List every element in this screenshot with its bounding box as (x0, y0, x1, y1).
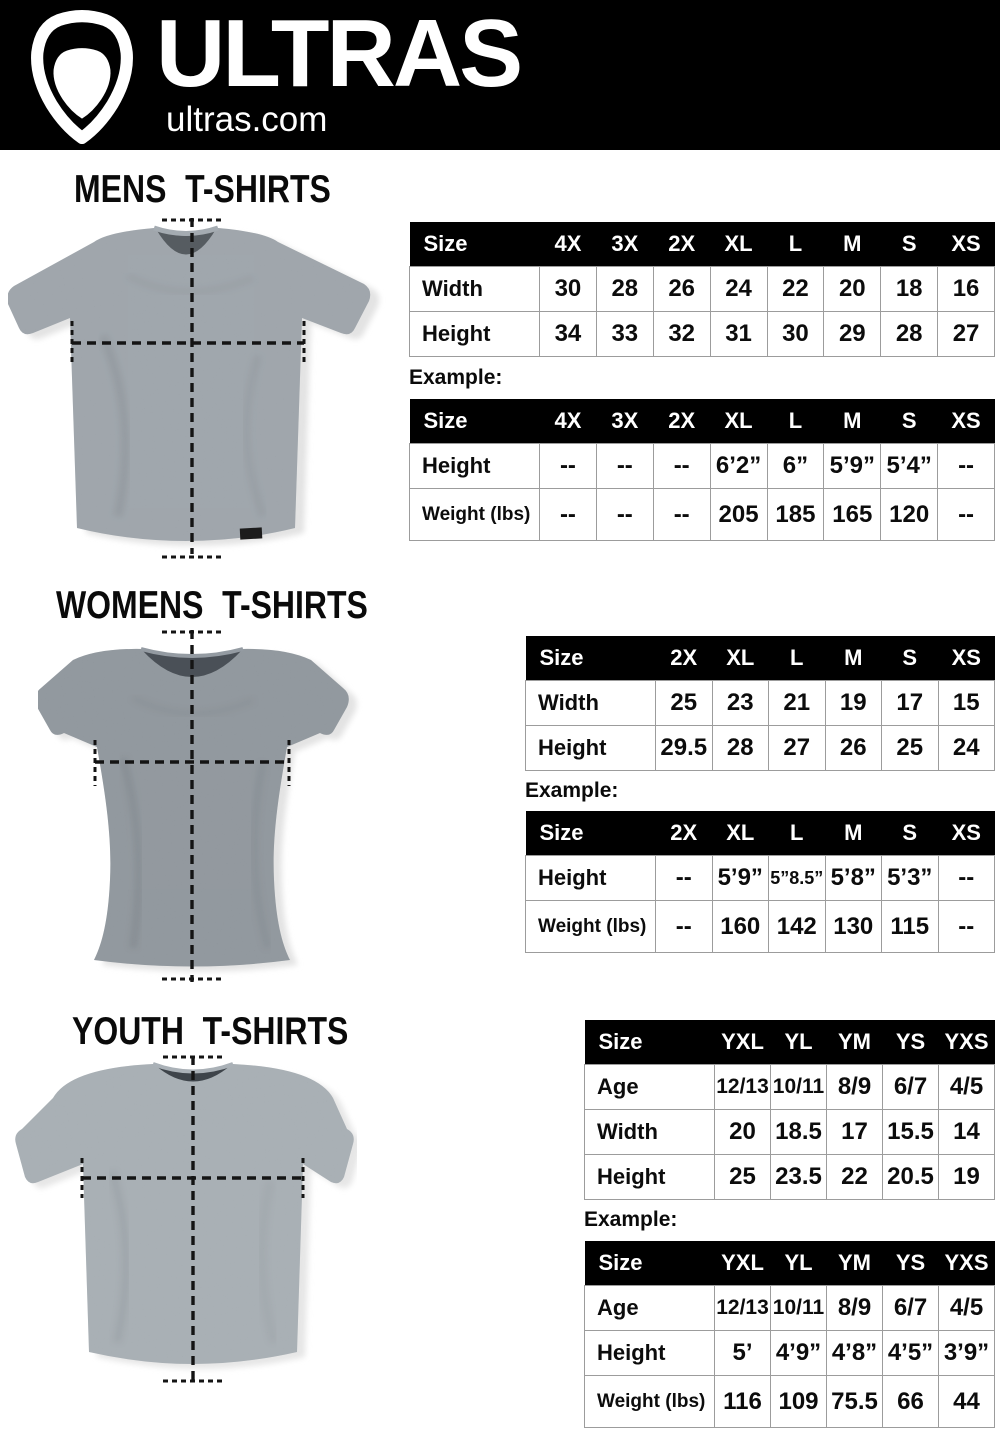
cell-value: 4/5 (939, 1065, 995, 1110)
cell-value: 28 (712, 726, 769, 771)
size-column-header: XS (938, 811, 995, 856)
cell-value: -- (938, 901, 995, 953)
cell-value: 10/11 (771, 1286, 827, 1331)
cell-value: 32 (653, 312, 710, 357)
cell-value: 8/9 (827, 1286, 883, 1331)
size-column-header: 2X (653, 399, 710, 444)
size-column-header: XL (712, 811, 769, 856)
cell-value: 16 (938, 267, 995, 312)
cell-value: 27 (938, 312, 995, 357)
cell-value: 116 (715, 1376, 771, 1428)
cell-value: 120 (881, 489, 938, 541)
cell-value: 160 (712, 901, 769, 953)
size-column-header: M (824, 399, 881, 444)
size-column-header: YM (827, 1241, 883, 1286)
cell-value: 15.5 (883, 1110, 939, 1155)
size-column-header: 2X (656, 636, 713, 681)
cell-value: -- (540, 489, 597, 541)
cell-value: 5”8.5” (769, 856, 826, 901)
cell-value: 10/11 (771, 1065, 827, 1110)
size-column-header: S (882, 811, 939, 856)
row-label: Weight (lbs) (585, 1376, 715, 1428)
cell-value: 12/13 (715, 1286, 771, 1331)
row-label: Age (585, 1065, 715, 1110)
cell-value: 23.5 (771, 1155, 827, 1200)
cell-value: 27 (769, 726, 826, 771)
youth-example-table (584, 1241, 995, 1428)
womens-example-table (525, 811, 995, 953)
cell-value: 75.5 (827, 1376, 883, 1428)
cell-value: 28 (881, 312, 938, 357)
size-column-header: YL (771, 1020, 827, 1065)
cell-value: 6” (767, 444, 824, 489)
cell-value: 6/7 (883, 1286, 939, 1331)
cell-value: -- (656, 856, 713, 901)
womens-size-table (525, 636, 995, 771)
cell-value: 29.5 (656, 726, 713, 771)
cell-value: 5’4” (881, 444, 938, 489)
cell-value: 25 (715, 1155, 771, 1200)
cell-value: -- (938, 856, 995, 901)
cell-value: -- (653, 444, 710, 489)
cell-value: 130 (825, 901, 882, 953)
youth-tshirt-image (12, 1052, 357, 1390)
cell-value: -- (540, 444, 597, 489)
brand-site-url: ultras.com (166, 100, 328, 139)
womens-section-title: WOMENS T-SHIRTS (56, 584, 368, 627)
row-label: Width (585, 1110, 715, 1155)
cell-value: 115 (882, 901, 939, 953)
row-label: Height (585, 1331, 715, 1376)
row-label: Width (410, 267, 540, 312)
size-column-header: YM (827, 1020, 883, 1065)
row-label: Weight (lbs) (410, 489, 540, 541)
cell-value: 26 (825, 726, 882, 771)
cell-value: 44 (939, 1376, 995, 1428)
ultras-pentagon-logo-icon (26, 8, 138, 144)
cell-value: 33 (596, 312, 653, 357)
size-column-header: XS (938, 636, 995, 681)
size-column-header: YXL (715, 1241, 771, 1286)
cell-value: 17 (882, 681, 939, 726)
size-header-label: Size (526, 636, 656, 681)
cell-value: 24 (710, 267, 767, 312)
size-column-header: L (767, 222, 824, 267)
cell-value: 26 (653, 267, 710, 312)
brand-banner (0, 0, 1000, 150)
youth-section-title: YOUTH T-SHIRTS (72, 1010, 349, 1053)
size-column-header: XL (710, 222, 767, 267)
cell-value: 4’5” (883, 1331, 939, 1376)
cell-value: 5’8” (825, 856, 882, 901)
cell-value: 5’ (715, 1331, 771, 1376)
size-column-header: YS (883, 1020, 939, 1065)
brand-wordmark: ULTRAS (156, 0, 521, 107)
cell-value: 21 (769, 681, 826, 726)
cell-value: 23 (712, 681, 769, 726)
size-header-label: Size (526, 811, 656, 856)
cell-value: 25 (882, 726, 939, 771)
size-column-header: S (882, 636, 939, 681)
size-header-label: Size (410, 222, 540, 267)
size-column-header: 3X (596, 222, 653, 267)
cell-value: -- (596, 489, 653, 541)
size-column-header: 2X (656, 811, 713, 856)
cell-value: 5’9” (824, 444, 881, 489)
youth-size-table (584, 1020, 995, 1200)
size-column-header: XS (938, 222, 995, 267)
size-column-header: M (824, 222, 881, 267)
cell-value: -- (938, 444, 995, 489)
size-column-header: YL (771, 1241, 827, 1286)
mens-example-table (409, 399, 995, 541)
womens-tshirt-image (38, 628, 373, 990)
cell-value: 5’3” (882, 856, 939, 901)
cell-value: -- (653, 489, 710, 541)
size-column-header: YXL (715, 1020, 771, 1065)
cell-value: 25 (656, 681, 713, 726)
cell-value: 205 (710, 489, 767, 541)
size-column-header: 4X (540, 222, 597, 267)
row-label: Height (526, 726, 656, 771)
row-label: Width (526, 681, 656, 726)
size-column-header: XL (710, 399, 767, 444)
size-column-header: YS (883, 1241, 939, 1286)
size-column-header: L (767, 399, 824, 444)
size-column-header: M (825, 811, 882, 856)
cell-value: 19 (939, 1155, 995, 1200)
cell-value: 142 (769, 901, 826, 953)
size-column-header: S (881, 222, 938, 267)
cell-value: 12/13 (715, 1065, 771, 1110)
row-label: Height (410, 312, 540, 357)
cell-value: 19 (825, 681, 882, 726)
cell-value: 18.5 (771, 1110, 827, 1155)
cell-value: 4’8” (827, 1331, 883, 1376)
mens-example-label: Example: (409, 366, 503, 389)
cell-value: 20 (824, 267, 881, 312)
cell-value: 15 (938, 681, 995, 726)
cell-value: 8/9 (827, 1065, 883, 1110)
cell-value: 165 (824, 489, 881, 541)
cell-value: 6/7 (883, 1065, 939, 1110)
mens-size-table (409, 222, 995, 357)
cell-value: -- (656, 901, 713, 953)
cell-value: 34 (540, 312, 597, 357)
cell-value: 3’9” (939, 1331, 995, 1376)
row-label: Height (410, 444, 540, 489)
size-column-header: S (881, 399, 938, 444)
mens-section-title: MENS T-SHIRTS (74, 168, 331, 211)
size-header-label: Size (585, 1241, 715, 1286)
cell-value: 20.5 (883, 1155, 939, 1200)
cell-value: 185 (767, 489, 824, 541)
cell-value: 18 (881, 267, 938, 312)
cell-value: 24 (938, 726, 995, 771)
cell-value: 109 (771, 1376, 827, 1428)
cell-value: 4/5 (939, 1286, 995, 1331)
cell-value: 66 (883, 1376, 939, 1428)
cell-value: 31 (710, 312, 767, 357)
cell-value: 29 (824, 312, 881, 357)
cell-value: 22 (767, 267, 824, 312)
cell-value: 14 (939, 1110, 995, 1155)
cell-value: -- (596, 444, 653, 489)
size-column-header: 4X (540, 399, 597, 444)
cell-value: 4’9” (771, 1331, 827, 1376)
cell-value: 20 (715, 1110, 771, 1155)
cell-value: -- (938, 489, 995, 541)
size-column-header: YXS (939, 1241, 995, 1286)
cell-value: 30 (540, 267, 597, 312)
size-column-header: L (769, 636, 826, 681)
row-label: Height (526, 856, 656, 901)
size-column-header: M (825, 636, 882, 681)
size-column-header: 2X (653, 222, 710, 267)
size-header-label: Size (585, 1020, 715, 1065)
size-column-header: YXS (939, 1020, 995, 1065)
cell-value: 28 (596, 267, 653, 312)
mens-tshirt-image (8, 216, 394, 562)
size-header-label: Size (410, 399, 540, 444)
size-column-header: XS (938, 399, 995, 444)
row-label: Weight (lbs) (526, 901, 656, 953)
cell-value: 6’2” (710, 444, 767, 489)
row-label: Height (585, 1155, 715, 1200)
size-column-header: XL (712, 636, 769, 681)
cell-value: 30 (767, 312, 824, 357)
size-column-header: L (769, 811, 826, 856)
row-label: Age (585, 1286, 715, 1331)
cell-value: 22 (827, 1155, 883, 1200)
cell-value: 5’9” (712, 856, 769, 901)
cell-value: 17 (827, 1110, 883, 1155)
youth-example-label: Example: (584, 1208, 678, 1231)
size-column-header: 3X (596, 399, 653, 444)
womens-example-label: Example: (525, 779, 619, 802)
